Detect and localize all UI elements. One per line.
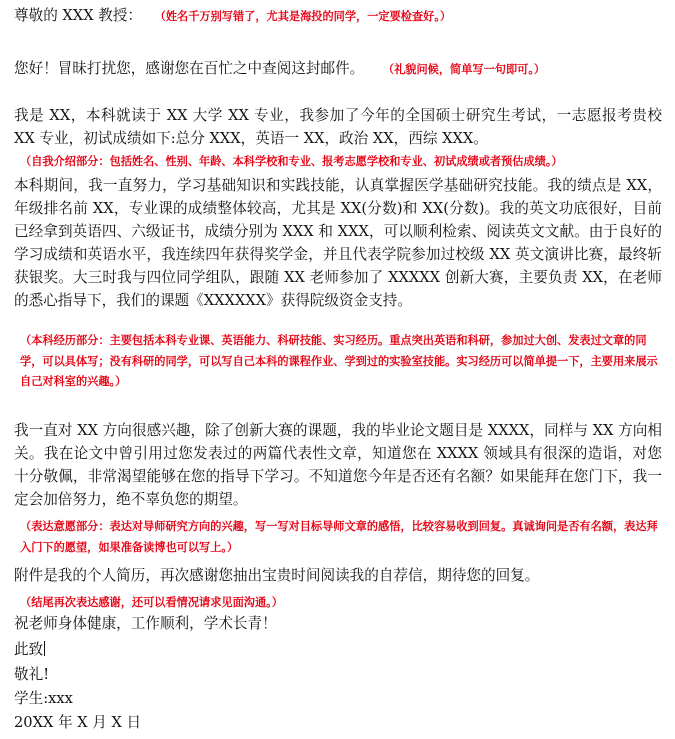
greeting-line <box>14 4 664 28</box>
student-line: 学生:xxx <box>14 690 73 707</box>
text-cursor <box>44 641 45 656</box>
closing-paragraph: 附件是我的个人简历，再次感谢您抽出宝贵时间阅读我的自荐信，期待您的回复。 <box>14 567 540 584</box>
closing-note: （结尾再次表达感谢，还可以看情况请求见面沟通。） <box>20 596 283 609</box>
experience-paragraph: 本科期间，我一直努力，学习基础知识和实践技能，认真掌握医学基础研究技能。我的绩点是 XX，年级排名前 XX，专业课的成绩整体较高，尤其是 XX(分数)和 XX(分数)。我的英文功底很好，目前已经拿到英语四、六级证书，成绩分别为 XXX 和 XXX，可以顺利检索、阅读英文文献。由于良好的学习成绩和英语水平，我连续四年获得奖学金，并且代表学院参加过校级 XX 英文演讲比赛，最终斩获银奖。大三时我与四位同学组队，跟随 XX 老师参加了 XXXXX 创新大赛，主要负责 XX，在老师的悉心指导下，我们的课题《XXXXXX》获得院级资金支持。 <box>14 177 662 309</box>
opening-text: 您好！冒昧打扰您，感谢您在百忙之中查阅这封邮件。 <box>14 60 365 77</box>
salute-text-1: 此致 <box>14 641 44 658</box>
greeting-text: 尊敬的 XXX 教授： <box>14 7 143 24</box>
salute-line-1 <box>14 638 664 661</box>
interest-paragraph: 我一直对 XX 方向很感兴趣，除了创新大赛的课题，我的毕业论文题目是 XXXX，同样与 XX 方向相关。我在论文中曾引用过您发表过的两篇代表性文章，知道您在 XXXX 领域具有很深的造诣，对您十分敬佩，非常渴望能够在您的指导下学习。不知道您今年是否还有名额？如果能拜在您门下，我一定会加倍努力，绝不辜负您的期望。 <box>14 422 662 508</box>
opening-line <box>14 57 664 81</box>
salute-line-2: 敬礼! <box>14 666 50 683</box>
greeting-note: （姓名千万别写错了，尤其是海投的同学，一定要检查好。） <box>154 10 452 23</box>
opening-note: （礼貌问候，简单写一句即可。） <box>382 63 546 76</box>
intro-note: （自我介绍部分：包括姓名、性别、年龄、本科学校和专业、报考志愿学校和专业、初试成绩或者预估成绩。） <box>20 155 563 168</box>
wish-line: 祝老师身体健康，工作顺利，学术长青！ <box>14 615 277 632</box>
intro-paragraph: 我是 XX，本科就读于 XX 大学 XX 专业，我参加了今年的全国硕士研究生考试，一志愿报考贵校 XX 专业，初试成绩如下:总分 XXX，英语一 XX，政治 XX，西综 XXX。 <box>14 107 662 147</box>
date-line: 20XX 年 X 月 X 日 <box>14 714 142 731</box>
experience-note: （本科经历部分：主要包括本科专业课、英语能力、科研技能、实习经历。重点突出英语和科研，参加过大创、发表过文章的同学，可以具体写；没有科研的同学，可以写自己本科的课程作业、学到过的实验室技能。实习经历可以简单提一下，主要用来展示自己对科室的兴趣。） <box>20 334 658 388</box>
interest-note: （表达意愿部分：表达对导师研究方向的兴趣，写一写对目标导师文章的感悟，比较容易收到回复。真诚询问是否有名额，表达拜入门下的愿望，如果准备读博也可以写上。） <box>20 520 658 554</box>
